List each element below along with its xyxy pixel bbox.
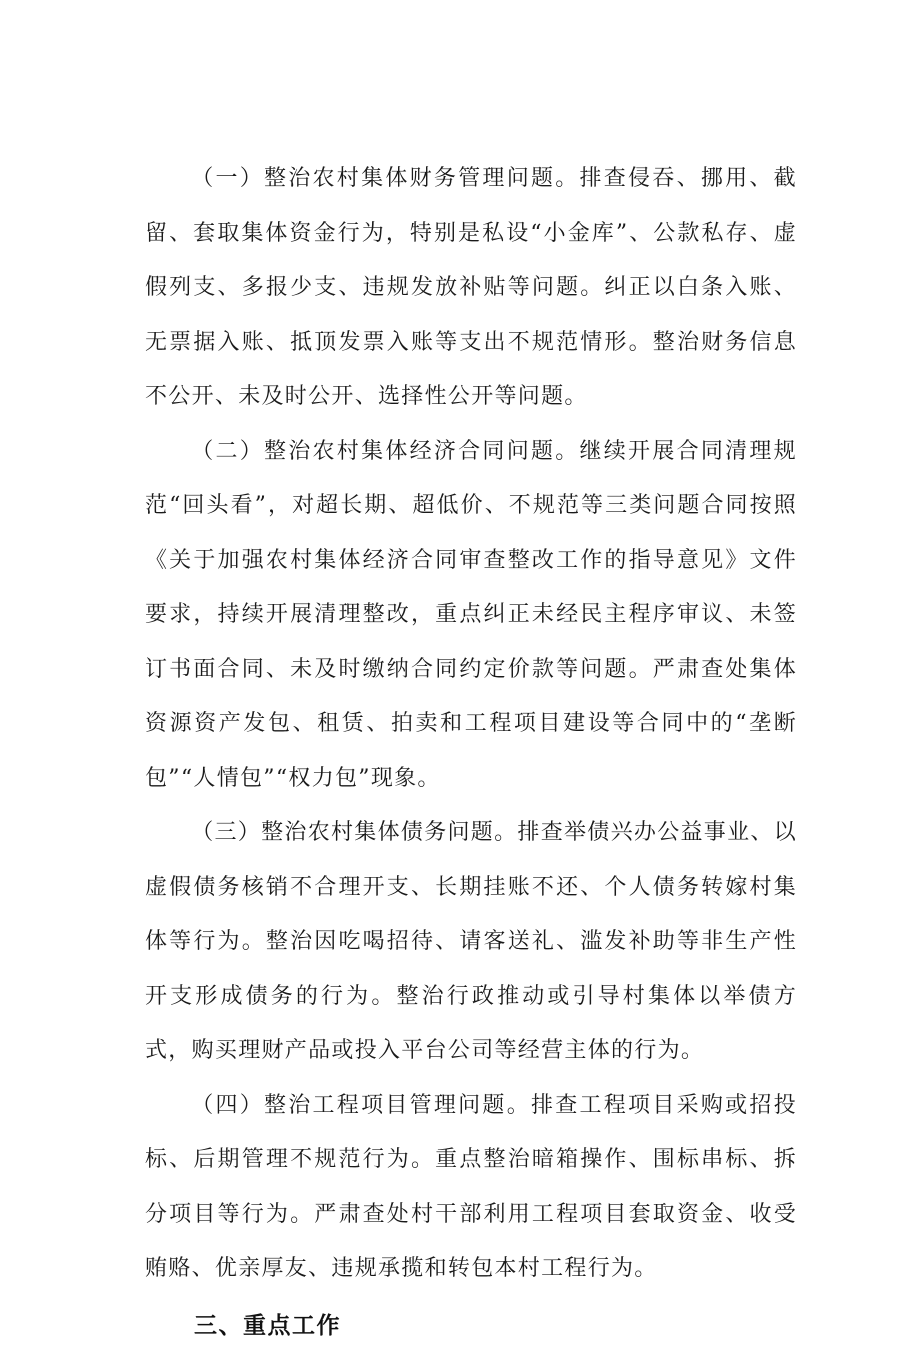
section-heading-key-work: 三、重点工作 [194,1312,341,1339]
paragraph-financial-management: （一）整治农村集体财务管理问题。排查侵吞、挪用、截留、套取集体资金行为，特别是私设“小金库”、公款私存、虚假列支、多报少支、违规发放补贴等问题。纠正以白条入账、无票据入账、抵顶发票入账等支出不规范情形。整治财务信息不公开、未及时公开、选择性公开等问题。 [145,166,797,409]
paragraph-project-management: （四）整治工程项目管理问题。排查工程项目采购或招投标、后期管理不规范行为。重点整治暗箱操作、围标串标、拆分项目等行为。严肃查处村干部利用工程项目套取资金、收受贿赂、优亲厚友、违规承揽和转包本村工程行为。 [145,1092,797,1281]
paragraph-economic-contracts: （二）整治农村集体经济合同问题。继续开展合同清理规范“回头看”，对超长期、超低价、不规范等三类问题合同按照《关于加强农村集体经济合同审查整改工作的指导意见》文件要求，持续开展清理整改，重点纠正未经民主程序审议、未签订书面合同、未及时缴纳合同约定价款等问题。严肃查处集体资源资产发包、租赁、拍卖和工程项目建设等合同中的“垄断包”“人情包”“权力包”现象。 [145,438,797,791]
document-body [145,152,797,1353]
paragraph-collective-debt: （三）整治农村集体债务问题。排查举债兴办公益事业、以虚假债务核销不合理开支、长期挂账不还、个人债务转嫁村集体等行为。整治因吃喝招待、请客送礼、滥发补助等非生产性开支形成债务的行为。整治行政推动或引导村集体以举债方式，购买理财产品或投入平台公司等经营主体的行为。 [145,820,797,1063]
